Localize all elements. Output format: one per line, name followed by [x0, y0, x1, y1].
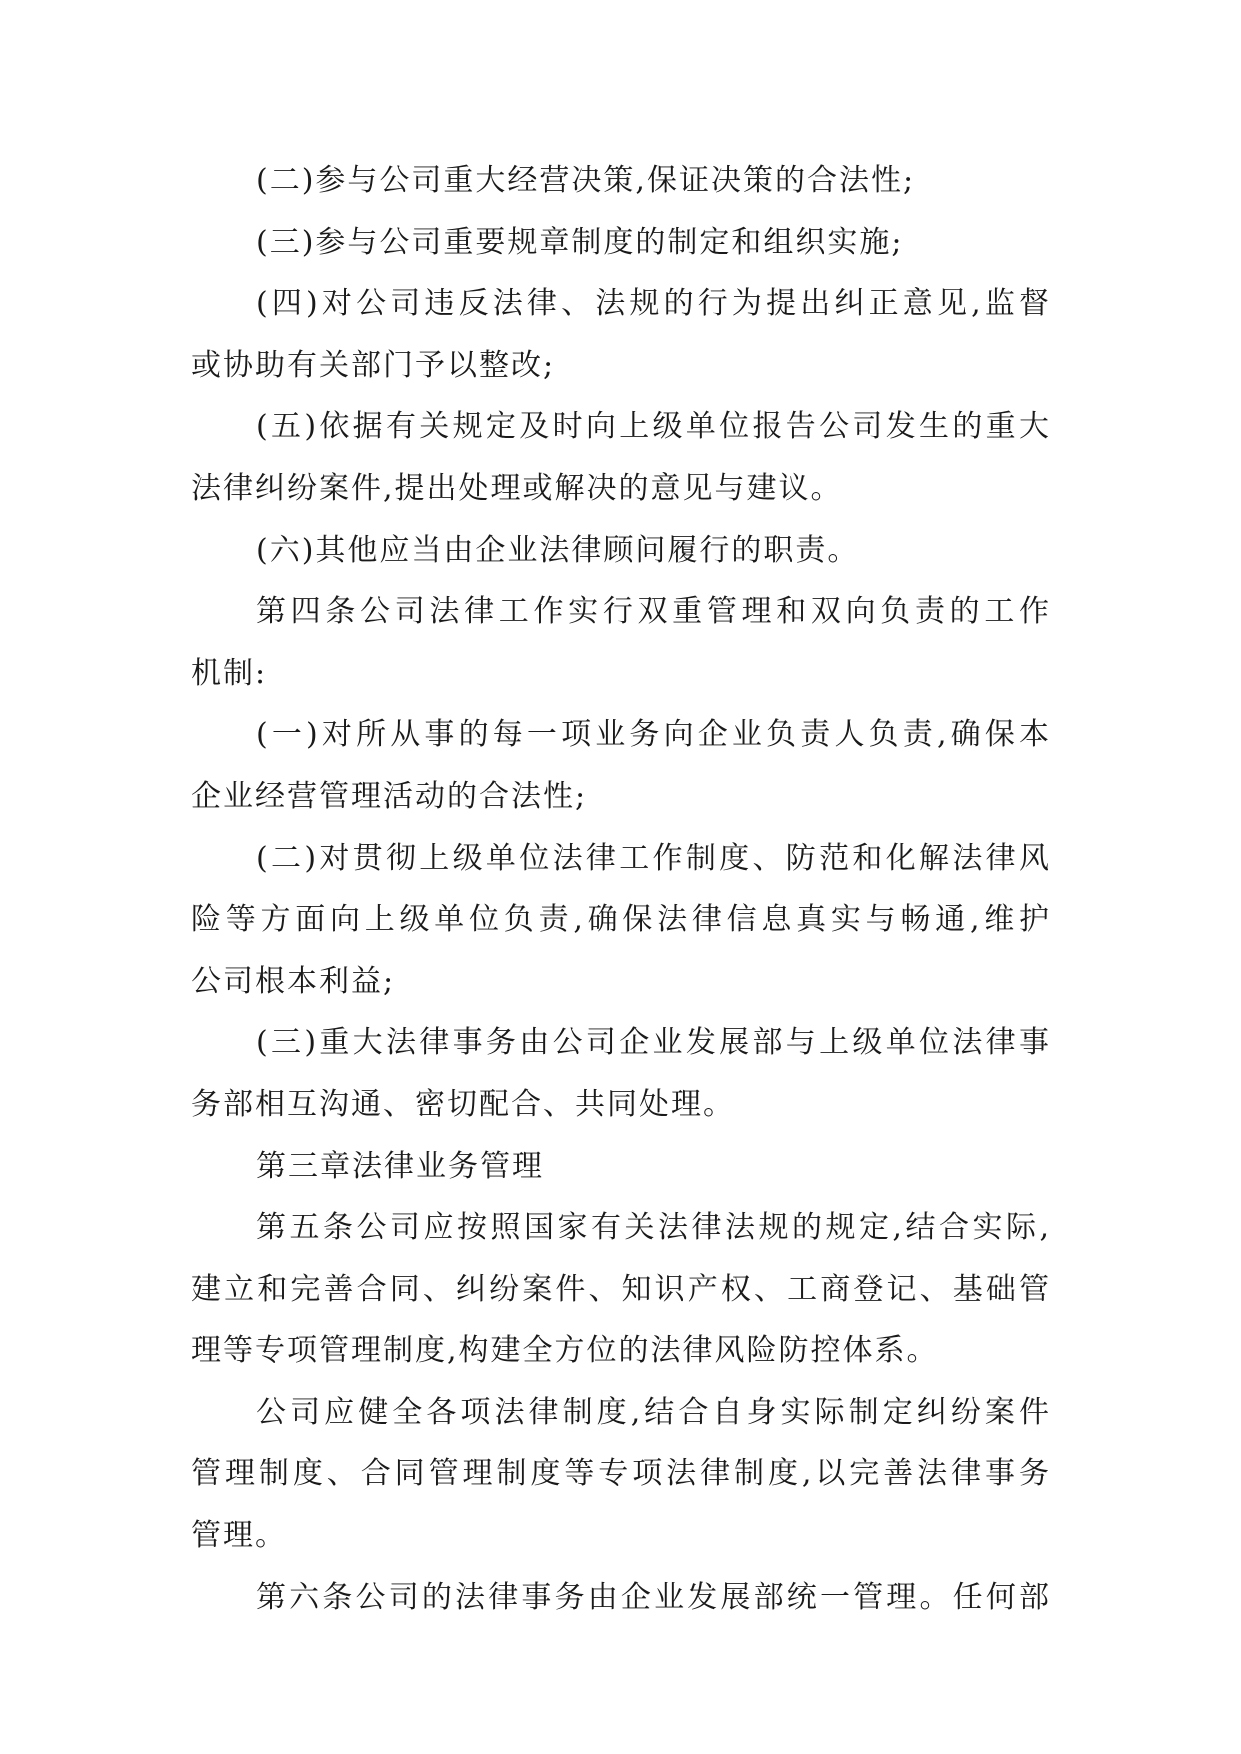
chapter-heading: 第三章法律业务管理	[256, 1148, 544, 1184]
text-line: 第四条公司法律工作实行双重管理和双向负责的工作	[256, 594, 1051, 630]
text-line: (三)重大法律事务由公司企业发展部与上级单位法律事	[256, 1025, 1051, 1061]
text-line: 管理制度、合同管理制度等专项法律制度,以完善法律事务	[191, 1456, 1051, 1492]
text-line: 务部相互沟通、密切配合、共同处理。	[191, 1086, 735, 1122]
document-body	[191, 150, 1051, 1628]
text-line: (二)对贯彻上级单位法律工作制度、防范和化解法律风	[256, 840, 1051, 876]
text-line: 公司应健全各项法律制度,结合自身实际制定纠纷案件	[256, 1394, 1051, 1430]
text-line: (三)参与公司重要规章制度的制定和组织实施;	[256, 224, 904, 260]
text-line: 险等方面向上级单位负责,确保法律信息真实与畅通,维护	[191, 902, 1051, 938]
text-line: 或协助有关部门予以整改;	[191, 347, 556, 383]
text-line: 机制:	[191, 655, 268, 691]
text-line: 理等专项管理制度,构建全方位的法律风险防控体系。	[191, 1333, 939, 1369]
text-line: 管理。	[191, 1518, 287, 1554]
text-line: 第六条公司的法律事务由企业发展部统一管理。任何部	[256, 1579, 1051, 1615]
text-line: (六)其他应当由企业法律顾问履行的职责。	[256, 532, 860, 568]
text-line: (二)参与公司重大经营决策,保证决策的合法性;	[256, 163, 916, 198]
text-line: 企业经营管理活动的合法性;	[191, 778, 588, 814]
text-line: 第五条公司应按照国家有关法律法规的规定,结合实际,	[256, 1210, 1051, 1246]
text-line: 法律纠纷案件,提出处理或解决的意见与建议。	[191, 470, 843, 506]
text-line: (四)对公司违反法律、法规的行为提出纠正意见,监督	[256, 286, 1051, 322]
text-line: (一)对所从事的每一项业务向企业负责人负责,确保本	[256, 717, 1051, 753]
text-line: (五)依据有关规定及时向上级单位报告公司发生的重大	[256, 409, 1051, 445]
text-line: 建立和完善合同、纠纷案件、知识产权、工商登记、基础管	[191, 1271, 1051, 1307]
text-line: 公司根本利益;	[191, 963, 396, 999]
